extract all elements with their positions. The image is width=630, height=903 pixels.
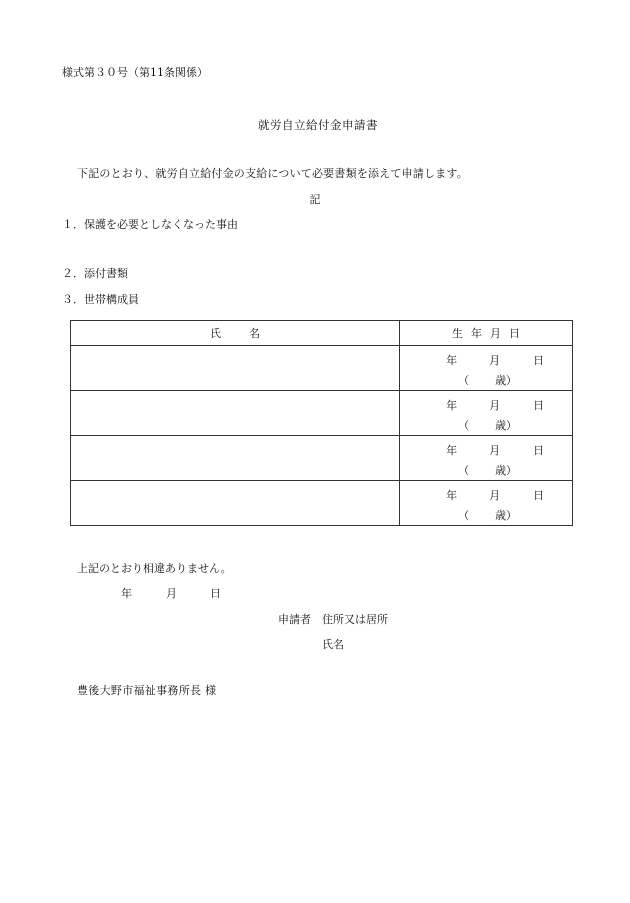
month-label: 月 (489, 489, 501, 502)
applicant-address-label: 住所又は居所 (322, 613, 388, 626)
table-row (71, 346, 573, 391)
ki-marker: 記 (309, 193, 321, 206)
age-paren-open: （ (458, 374, 470, 387)
date-day-label: 日 (210, 587, 221, 600)
name-cell[interactable] (71, 346, 400, 391)
age-paren-open: （ (458, 464, 470, 477)
year-label: 年 (446, 354, 458, 367)
month-label: 月 (489, 444, 501, 457)
date-year-label: 年 (121, 587, 132, 600)
year-label: 年 (446, 399, 458, 412)
day-label: 日 (533, 444, 545, 457)
applicant-label: 申請者 (278, 613, 311, 626)
day-label: 日 (533, 489, 545, 502)
table-row (71, 481, 573, 526)
day-label: 日 (533, 399, 545, 412)
birthdate-cell[interactable] (400, 391, 573, 436)
birthdate-cell[interactable] (400, 346, 573, 391)
form-number: 様式第３０号（第11条関係） (62, 66, 208, 79)
age-paren-open: （ (458, 509, 470, 522)
header-birthdate: 生年月日 (400, 321, 573, 346)
applicant-name-label: 氏名 (322, 638, 344, 651)
name-cell[interactable] (71, 436, 400, 481)
year-label: 年 (446, 444, 458, 457)
item-household-members: ３．世帯構成員 (62, 293, 139, 306)
document-title: 就労自立給付金申請書 (258, 118, 378, 132)
name-cell[interactable] (71, 481, 400, 526)
table-header-row (71, 321, 573, 346)
header-name: 氏名 (71, 321, 400, 346)
age-suffix: 歳） (495, 509, 518, 522)
age-suffix: 歳） (495, 374, 518, 387)
year-label: 年 (446, 489, 458, 502)
age-suffix: 歳） (495, 419, 518, 432)
birthdate-cell[interactable] (400, 436, 573, 481)
addressee: 豊後大野市福祉事務所長 様 (77, 684, 217, 697)
household-members-table (70, 320, 573, 526)
age-suffix: 歳） (495, 464, 518, 477)
birthdate-cell[interactable] (400, 481, 573, 526)
intro-text: 下記のとおり、就労自立給付金の支給について必要書類を添えて申請します。 (77, 167, 468, 180)
date-month-label: 月 (166, 587, 177, 600)
table-row (71, 436, 573, 481)
item-attachments: ２．添付書類 (62, 267, 128, 280)
item-reason: １．保護を必要としなくなった事由 (62, 218, 238, 231)
name-cell[interactable] (71, 391, 400, 436)
confirmation-text: 上記のとおり相違ありません。 (77, 562, 232, 575)
month-label: 月 (489, 354, 501, 367)
table-row (71, 391, 573, 436)
age-paren-open: （ (458, 419, 470, 432)
month-label: 月 (489, 399, 501, 412)
day-label: 日 (533, 354, 545, 367)
